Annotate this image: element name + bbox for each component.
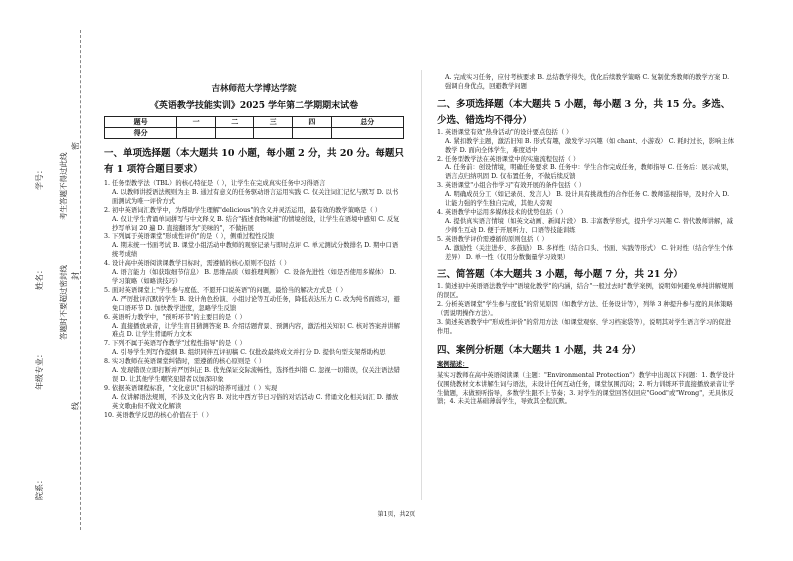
section1-heading: 一、单项选择题（本大题共 10 小题，每小题 2 分，共 20 分。每题只有 1 项符合题目要求） bbox=[104, 148, 404, 175]
column-divider bbox=[421, 70, 422, 500]
question-options: A. 引导学生列写作提纲 B. 组织同伴互评初稿 C. 仅批改最终成文并打分 D. 提供句型支架帮助构思 bbox=[112, 349, 386, 357]
question-stem: 2. 初中英语词汇教学中，为帮助学生理解"delicious"的含义并灵活运用，最有效的教学策略是（ ） bbox=[104, 206, 382, 214]
case-label: 案例描述： bbox=[437, 360, 469, 368]
question-options: A. 仅讲解语法规则，不涉及文化内容 B. 对比中西方节日习俗的对话活动 C. 背诵文化相关词汇 D. 播放英文歌曲但不做文化解读 bbox=[112, 393, 399, 410]
case-description: 某实习教师在高中英语阅读课（主题："Environmental Protection"）教学中出现以下问题：1. 教学设计仅围绕教材文本讲解生词与语法，未设计任何互动任务，课堂氛围沉闷；2. 听力训练环节直接播放录音让学生做题，未做预听指导，多数学生跟不上节奏；3. 对学生的课堂回答仅回应"Good"或"Wrong"，无具体反馈；4. 未关注基础薄弱学生，导致其全程沉默。 bbox=[437, 371, 735, 406]
page-number: 第1页，共2页 bbox=[377, 511, 416, 518]
question-options: A. 语言能力（如获取细节信息） B. 思维品质（如推理判断） C. 设备先进性（如是否使用多媒体） D. 学习策略（如略读技巧） bbox=[112, 269, 397, 285]
score-table bbox=[104, 116, 404, 139]
short-answer-question: 3. 简述英语教学中"形成性评价"的常用方法（如课堂观察、学习档案袋等），说明其对学生语言学习的促进作用。 bbox=[437, 319, 732, 335]
question-stem: 5. 面对英语课堂上"学生参与度低、不愿开口说英语"的问题，最恰当的解决方式是（ ） bbox=[104, 286, 347, 294]
section2-heading: 二、多项选择题（本大题共 5 小题，每小题 3 分，共 15 分。多选、少选、错选均不得分） bbox=[437, 98, 731, 126]
score-input-cell[interactable] bbox=[293, 128, 332, 139]
question-stem: 3. 下列属于英语课堂"形成性评价"的是（ ），侧重过程性反馈 bbox=[104, 233, 275, 241]
major-label: 年级专业： bbox=[35, 350, 44, 390]
seal-line bbox=[80, 30, 81, 530]
question-options: A. 激励性（关注进步、多鼓励） B. 多样性（结合口头、书面、实践等形式） C. 针对性（结合学生个体差异） D. 单一性（仅用分数衡量学习效果） bbox=[445, 244, 733, 261]
question-stem: 2. 任务型教学法在英语课堂中的实施流程包括（ ） bbox=[437, 155, 580, 163]
short-answer-question: 1. 简述初中英语语法教学中"语境化教学"的内涵，结合"一般过去时"教学案例，说明如何避免单纯讲解规则的误区。 bbox=[437, 283, 734, 300]
section3-questions bbox=[437, 283, 737, 336]
score-input-cell[interactable] bbox=[177, 128, 216, 139]
score-table-score-row bbox=[105, 128, 404, 139]
question-options: A. 任务前：创设情境，明确任务要求 B. 任务中：学生合作完成任务，教师指导 C. 任务后：展示成果，语言点归纳巩固 D. 仅布置任务，不做后续反馈 bbox=[445, 164, 733, 181]
score-input-cell[interactable] bbox=[215, 128, 254, 139]
question-stem: 1. 任务型教学法（TBL）的核心特征是（ ），让学生在完成真实任务中习得语言 bbox=[104, 180, 326, 187]
question-options: A. 直接播放录音，让学生盲目猜测答案 B. 介绍话题背景、预测内容，激活相关知识 C. 核对答案并讲解难点 D. 让学生背诵听力文本 bbox=[112, 322, 400, 339]
question-options: A. 期末统一书面考试 B. 课堂小组活动中教师的观察记录与即时点评 C. 单元测试分数排名 D. 期中口语统考成绩 bbox=[112, 242, 399, 259]
question-stem: 5. 英语教学评价需遵循的原则包括（ ） bbox=[437, 235, 548, 243]
section1-questions bbox=[104, 180, 404, 420]
section2-questions bbox=[437, 129, 737, 263]
question-options: A. 发现错误立即打断并严厉纠正 B. 优先保证交际流畅性，选择性纠错 C. 忽视一切错误，仅关注语法错误 D. 让其他学生嘲笑犯错者以加深印象 bbox=[112, 367, 400, 383]
score-input-cell[interactable] bbox=[331, 128, 403, 139]
score-cell: 一 bbox=[177, 117, 216, 128]
seal-char-3: 线 bbox=[71, 402, 80, 410]
seal-char-1: 密 bbox=[71, 142, 80, 150]
score-input-cell[interactable] bbox=[254, 128, 293, 139]
exam-title: 《英语教学技能实训》2025 学年第二学期期末试卷 bbox=[149, 101, 359, 111]
short-answer-question: 2. 分析英语课堂"学生参与度低"的常见原因（如教学方法、任务设计等），列举 3 种提升参与度的具体策略（需说明操作方法）。 bbox=[437, 301, 733, 318]
seal-char-2: 封 bbox=[71, 272, 80, 280]
notice-line-2: 答题时不要超过密封线 bbox=[59, 265, 68, 340]
notice-line-1: 考生答题不得过此线 bbox=[59, 152, 68, 220]
score-cell: 三 bbox=[254, 117, 293, 128]
question-stem: 8. 实习教师在英语课堂纠错时，需遵循的核心原则是（ ） bbox=[104, 358, 266, 366]
score-cell: 二 bbox=[215, 117, 254, 128]
score-cell: 总分 bbox=[331, 117, 403, 128]
binding-strip bbox=[0, 0, 92, 561]
question-stem: 10. 英语教学反思的核心价值在于（ ） bbox=[104, 411, 213, 419]
question-options: A. 仅让学生背诵单词拼写与中文释义 B. 结合"描述食物味道"的情境创设，让学生在语境中感知 C. 反复抄写单词 20 遍 D. 直接翻译为"美味的"，不做拓展 bbox=[112, 215, 400, 232]
question-options: A. 完成实习任务，应付考核要求 B. 总结教学得失，优化后续教学策略 C. 复制优秀教师的教学方案 D. 强调自身优点，回避教学问题 bbox=[445, 74, 730, 90]
question-options: A. 严厉批评沉默的学生 B. 设计角色扮演、小组讨论等互动任务，降低表达压力 C. 改为纯书面练习，避免口语环节 D. 加快教学进度，忽略学生反馈 bbox=[112, 295, 400, 312]
name-label: 姓名： bbox=[35, 266, 44, 290]
dept-label: 院系： bbox=[35, 476, 44, 500]
question-stem: 7. 下列不属于英语写作教学"过程性指导"的是（ ） bbox=[104, 340, 246, 348]
question-stem: 1. 英语课堂有效"热身活动"的设计要点包括（ ） bbox=[437, 128, 573, 136]
score-cell: 题号 bbox=[105, 117, 177, 128]
question-options: A. 紧扣教学主题，激活旧知 B. 形式有趣，激发学习兴趣（如 chant、小游戏） C. 耗时过长，影响主体教学 D. 面向全体学生，难度适中 bbox=[445, 137, 734, 154]
question-options: A. 提供真实语言情境（如英文动画、新闻片段） B. 丰富教学形式，提升学习兴趣 C. 替代教师讲解，减少师生互动 D. 便于开展听力、口语等技能训练 bbox=[445, 217, 733, 234]
score-table-header-row bbox=[105, 117, 404, 128]
question-stem: 6. 英语听力教学中，"预听环节"的主要目的是（ ） bbox=[104, 313, 246, 321]
question-stem: 4. 英语教学中运用多媒体技术的优势包括（ ） bbox=[437, 208, 567, 216]
school-name: 吉林师范大学博达学院 bbox=[211, 84, 297, 94]
question-options: A. 以教师讲授语法规则为主 B. 通过有意义的任务驱动语言运用实践 C. 仅关注词汇记忆与默写 D. 以书面测试为唯一评价方式 bbox=[112, 188, 399, 205]
question-options: A. 明确成员分工（如记录员、发言人） B. 设计具有挑战性的合作任务 C. 教师巡视指导，及时介入 D. 让能力强的学生独自完成，其他人旁观 bbox=[445, 191, 730, 208]
question-stem: 9. 依据英语课程标准，"文化意识"目标的培养可通过（ ）实现 bbox=[104, 384, 278, 392]
score-cell: 得分 bbox=[105, 128, 177, 139]
section3-heading: 三、简答题（本大题共 3 小题，每小题 7 分，共 21 分） bbox=[437, 269, 683, 281]
question-stem: 3. 英语课堂"小组合作学习"有效开展的条件包括（ ） bbox=[437, 182, 586, 190]
question-stem: 4. 设计高中英语阅读课教学目标时，需遵循的核心原则不包括（ ） bbox=[104, 260, 291, 268]
student-id-label: 学号： bbox=[35, 166, 44, 190]
score-cell: 四 bbox=[293, 117, 332, 128]
section4-heading: 四、案例分析题（本大题共 1 小题，共 24 分） bbox=[437, 344, 642, 356]
